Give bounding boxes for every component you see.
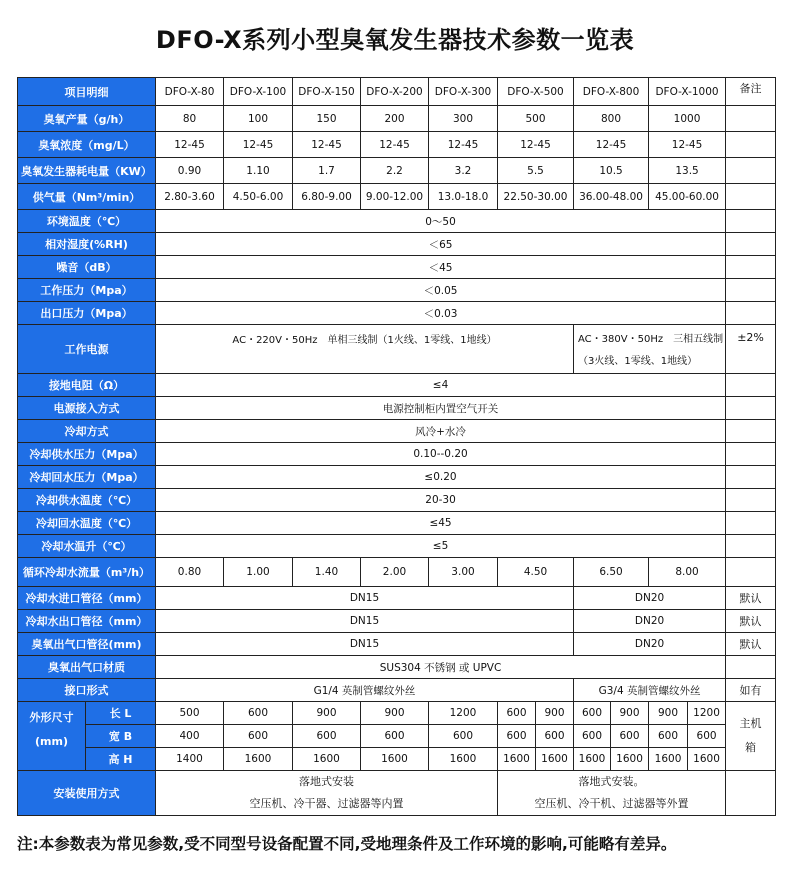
table-row — [18, 610, 776, 633]
power-large-cell: AC・380V・50Hz 三相五线制（3火线、1零线、1地线） — [574, 325, 726, 374]
dims-label-text: 外形尺寸 — [29, 711, 74, 724]
cell: 800 — [574, 106, 649, 132]
cell: 2.80-3.60 — [156, 184, 224, 210]
install-line: 落地式安装 — [299, 775, 354, 788]
row-label: 冷却供水压力（Mpa） — [18, 443, 156, 466]
table-row-power — [18, 325, 776, 374]
cell: 600 — [536, 725, 574, 748]
model-header: DFO-X-100 — [224, 78, 293, 106]
cell: 400 — [156, 725, 224, 748]
cell: DN20 — [574, 633, 726, 656]
cell: ≤45 — [156, 512, 726, 535]
cell: 9.00-12.00 — [361, 184, 429, 210]
table-row — [18, 587, 776, 610]
cell: 600 — [649, 725, 688, 748]
cell: G1/4 英制管螺纹外丝 — [156, 679, 574, 702]
remark-cell — [726, 233, 776, 256]
model-header: DFO-X-500 — [498, 78, 574, 106]
table-row — [18, 535, 776, 558]
cell: 1600 — [536, 748, 574, 771]
dim-label: 高 H — [86, 748, 156, 771]
table-row — [18, 106, 776, 132]
cell: 20-30 — [156, 489, 726, 512]
table-row — [18, 489, 776, 512]
cell: 0～50 — [156, 210, 726, 233]
cell: 80 — [156, 106, 224, 132]
cell: 500 — [156, 702, 224, 725]
remark-cell — [726, 106, 776, 132]
cell: ＜0.03 — [156, 302, 726, 325]
cell: 8.00 — [649, 558, 726, 587]
table-row — [18, 656, 776, 679]
install-large-cell — [498, 771, 726, 816]
cell: DN20 — [574, 587, 726, 610]
table-row — [18, 420, 776, 443]
header-row — [18, 78, 776, 106]
power-small-cell: AC・220V・50Hz 单相三线制（1火线、1零线、1地线） — [156, 325, 574, 374]
table-row — [18, 132, 776, 158]
remark-cell: 默认 — [726, 633, 776, 656]
row-label: 臭氧出气口管径(mm) — [18, 633, 156, 656]
cell: ≤4 — [156, 374, 726, 397]
cell: 1.00 — [224, 558, 293, 587]
model-header: DFO-X-150 — [293, 78, 361, 106]
cell: 10.5 — [574, 158, 649, 184]
remark-cell — [726, 302, 776, 325]
row-label: 工作压力（Mpa） — [18, 279, 156, 302]
cell: ≤0.20 — [156, 466, 726, 489]
row-label: 工作电源 — [18, 325, 156, 374]
cell: 36.00-48.00 — [574, 184, 649, 210]
cell: 600 — [224, 702, 293, 725]
cell: 风冷+水冷 — [156, 420, 726, 443]
cell: 2.2 — [361, 158, 429, 184]
table-row — [18, 633, 776, 656]
cell: 600 — [498, 725, 536, 748]
row-label: 臭氧浓度（mg/L） — [18, 132, 156, 158]
row-label: 电源接入方式 — [18, 397, 156, 420]
model-header: DFO-X-300 — [429, 78, 498, 106]
cell: 1.10 — [224, 158, 293, 184]
cell: 1600 — [429, 748, 498, 771]
cell: 300 — [429, 106, 498, 132]
cell: 12-45 — [224, 132, 293, 158]
cell: 1.40 — [293, 558, 361, 587]
row-label: 冷却水出口管径（mm） — [18, 610, 156, 633]
remark-cell — [726, 771, 776, 816]
remark-cell — [726, 558, 776, 587]
cell: 1600 — [611, 748, 649, 771]
row-label: 冷却水温升（℃） — [18, 535, 156, 558]
cell: 600 — [498, 702, 536, 725]
cell: ＜65 — [156, 233, 726, 256]
cell: DN20 — [574, 610, 726, 633]
table-row — [18, 256, 776, 279]
cell: 6.50 — [574, 558, 649, 587]
row-label: 冷却方式 — [18, 420, 156, 443]
cell: ≤5 — [156, 535, 726, 558]
remark-cell — [726, 279, 776, 302]
cell: 1600 — [361, 748, 429, 771]
cell: DN15 — [156, 587, 574, 610]
cell: 600 — [688, 725, 726, 748]
dims-unit: (mm) — [35, 735, 68, 748]
row-label: 供气量（Nm³/min） — [18, 184, 156, 210]
cell: 900 — [361, 702, 429, 725]
row-label: 臭氧出气口材质 — [18, 656, 156, 679]
row-label: 接地电阻（Ω） — [18, 374, 156, 397]
table-row-dims — [18, 702, 776, 725]
row-label: 出口压力（Mpa） — [18, 302, 156, 325]
dims-label — [18, 702, 86, 771]
cell: 45.00-60.00 — [649, 184, 726, 210]
row-label: 环境温度（℃） — [18, 210, 156, 233]
table-row — [18, 158, 776, 184]
cell: 1600 — [293, 748, 361, 771]
table-row — [18, 466, 776, 489]
cell: 12-45 — [156, 132, 224, 158]
install-line: 空压机、冷干机、过滤器等外置 — [534, 797, 689, 810]
cell: 900 — [649, 702, 688, 725]
remark-cell: 如有 — [726, 679, 776, 702]
remark-cell — [726, 466, 776, 489]
row-label: 臭氧产量（g/h） — [18, 106, 156, 132]
model-header: DFO-X-1000 — [649, 78, 726, 106]
cell: 5.5 — [498, 158, 574, 184]
remark-cell — [726, 535, 776, 558]
install-line: 空压机、冷干器、过滤器等内置 — [249, 797, 404, 810]
cell: DN15 — [156, 610, 574, 633]
model-header: DFO-X-200 — [361, 78, 429, 106]
install-line: 落地式安装。 — [578, 775, 645, 788]
remark-cell: 默认 — [726, 610, 776, 633]
cell: 12-45 — [498, 132, 574, 158]
cell: 3.2 — [429, 158, 498, 184]
row-label: 循环冷却水流量（m³/h） — [18, 558, 156, 587]
remark-cell — [726, 158, 776, 184]
table-row — [18, 679, 776, 702]
cell: 0.80 — [156, 558, 224, 587]
cell: 600 — [574, 725, 611, 748]
remark-cell — [726, 132, 776, 158]
row-label: 噪音（dB） — [18, 256, 156, 279]
cell: 22.50-30.00 — [498, 184, 574, 210]
cell: 1600 — [649, 748, 688, 771]
remark-cell: ±2% — [726, 325, 776, 374]
cell: 电源控制柜内置空气开关 — [156, 397, 726, 420]
row-label: 冷却回水温度（℃） — [18, 512, 156, 535]
remark-cell — [726, 374, 776, 397]
cell: 1200 — [429, 702, 498, 725]
table-row-install — [18, 771, 776, 816]
cell: 100 — [224, 106, 293, 132]
cell: 6.80-9.00 — [293, 184, 361, 210]
header-label: 项目明细 — [18, 78, 156, 106]
footnote: 注:本参数表为常见参数,受不同型号设备配置不同,受地理条件及工作环境的影响,可能略有差异。 — [17, 835, 677, 853]
cell: 1000 — [649, 106, 726, 132]
cell: 150 — [293, 106, 361, 132]
cell: 600 — [429, 725, 498, 748]
row-label: 冷却水进口管径（mm） — [18, 587, 156, 610]
cell: 4.50-6.00 — [224, 184, 293, 210]
cell: 4.50 — [498, 558, 574, 587]
cell: DN15 — [156, 633, 574, 656]
remark-cell — [726, 420, 776, 443]
dim-label: 长 L — [86, 702, 156, 725]
row-label: 冷却回水压力（Mpa） — [18, 466, 156, 489]
table-row — [18, 184, 776, 210]
row-label: 安装使用方式 — [18, 771, 156, 816]
cell: G3/4 英制管螺纹外丝 — [574, 679, 726, 702]
cell: 12-45 — [574, 132, 649, 158]
table-row — [18, 512, 776, 535]
row-label: 臭氧发生器耗电量（KW） — [18, 158, 156, 184]
cell: ＜0.05 — [156, 279, 726, 302]
cell: 0.10--0.20 — [156, 443, 726, 466]
cell: 3.00 — [429, 558, 498, 587]
cell: 1600 — [574, 748, 611, 771]
cell: 2.00 — [361, 558, 429, 587]
table-row — [18, 279, 776, 302]
cell: 12-45 — [429, 132, 498, 158]
cell: 600 — [224, 725, 293, 748]
remark-cell: 默认 — [726, 587, 776, 610]
row-label: 冷却供水温度（℃） — [18, 489, 156, 512]
cell: 1600 — [498, 748, 536, 771]
model-header: DFO-X-800 — [574, 78, 649, 106]
cell: ＜45 — [156, 256, 726, 279]
cell: 600 — [611, 725, 649, 748]
cell: 900 — [536, 702, 574, 725]
table-row — [18, 302, 776, 325]
model-header: DFO-X-80 — [156, 78, 224, 106]
cell: 1600 — [688, 748, 726, 771]
table-row — [18, 210, 776, 233]
remark-cell: 主机箱 — [726, 702, 776, 771]
cell: 600 — [293, 725, 361, 748]
table-row — [18, 374, 776, 397]
table-row — [18, 397, 776, 420]
page-title: DFO-X系列小型臭氧发生器技术参数一览表 — [155, 26, 635, 54]
remark-cell — [726, 256, 776, 279]
cell: 13.0-18.0 — [429, 184, 498, 210]
remark-cell — [726, 443, 776, 466]
cell: 900 — [293, 702, 361, 725]
cell: 12-45 — [361, 132, 429, 158]
row-label: 接口形式 — [18, 679, 156, 702]
cell: 0.90 — [156, 158, 224, 184]
table-row-dims — [18, 725, 776, 748]
cell: 1200 — [688, 702, 726, 725]
remark-cell — [726, 489, 776, 512]
install-small-cell — [156, 771, 498, 816]
row-label: 相对湿度(%RH) — [18, 233, 156, 256]
table-row-dims — [18, 748, 776, 771]
cell: 600 — [361, 725, 429, 748]
cell: 1.7 — [293, 158, 361, 184]
cell: 500 — [498, 106, 574, 132]
cell: 600 — [574, 702, 611, 725]
cell: 200 — [361, 106, 429, 132]
remark-cell — [726, 512, 776, 535]
cell: SUS304 不锈钢 或 UPVC — [156, 656, 726, 679]
cell: 12-45 — [293, 132, 361, 158]
cell: 1400 — [156, 748, 224, 771]
table-row — [18, 443, 776, 466]
spec-table — [17, 77, 776, 816]
remark-header: 备注 — [726, 78, 776, 106]
cell: 12-45 — [649, 132, 726, 158]
cell: 900 — [611, 702, 649, 725]
cell: 1600 — [224, 748, 293, 771]
dim-label: 宽 B — [86, 725, 156, 748]
cell: 13.5 — [649, 158, 726, 184]
remark-cell — [726, 397, 776, 420]
table-row — [18, 233, 776, 256]
remark-cell — [726, 184, 776, 210]
remark-cell — [726, 656, 776, 679]
table-row — [18, 558, 776, 587]
remark-cell — [726, 210, 776, 233]
